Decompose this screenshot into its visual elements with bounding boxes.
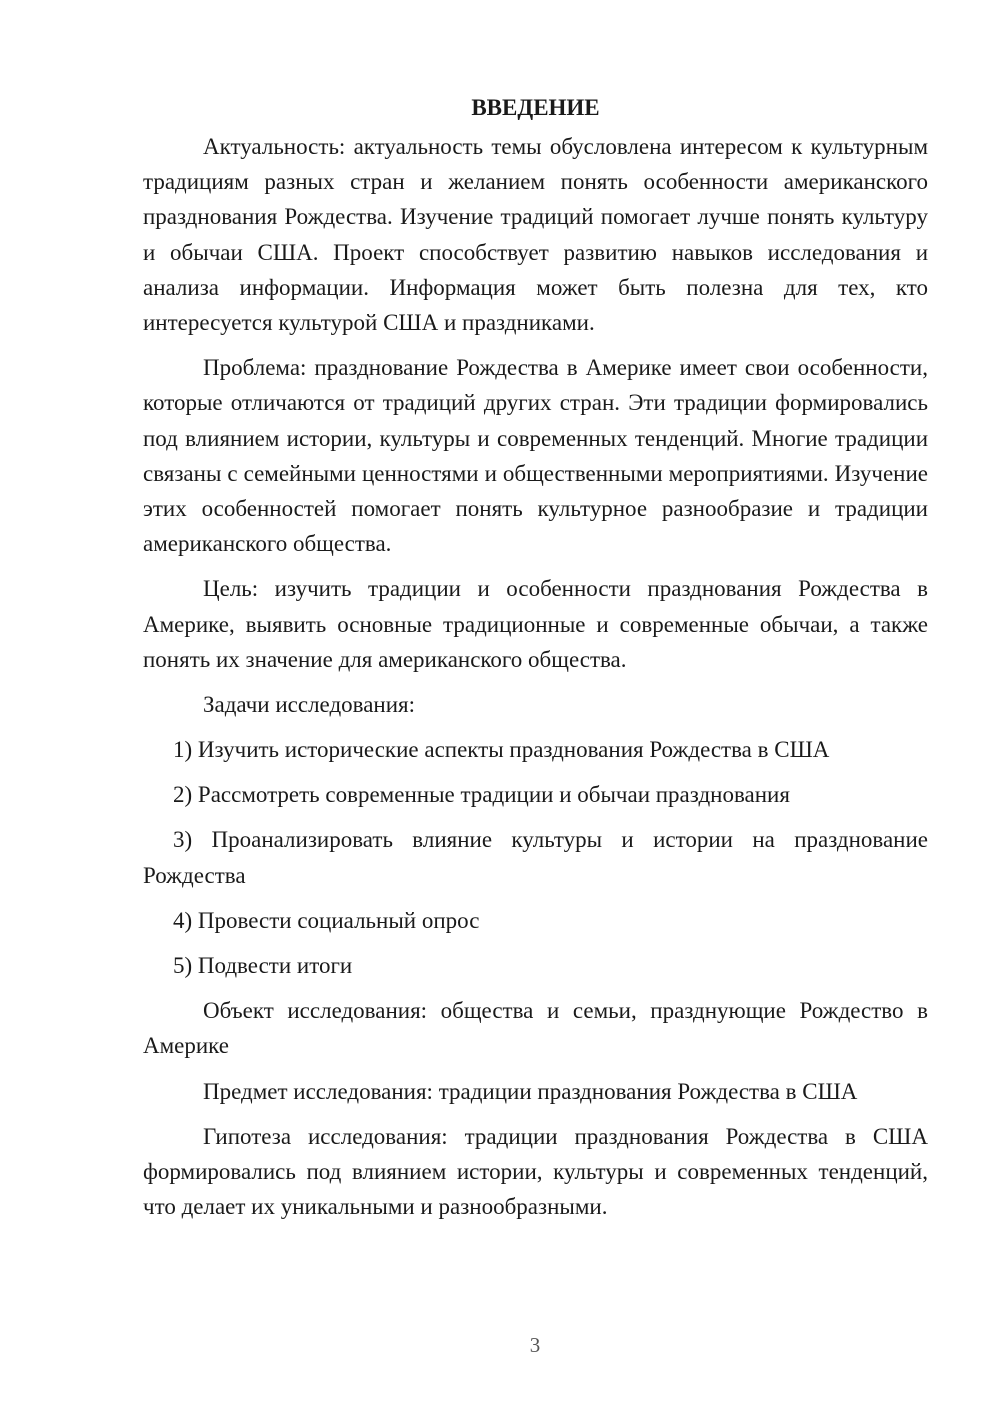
goal-paragraph: Цель: изучить традиции и особенности празднования Рождества в Америке, выявить основные традиционные и современные обычаи, а также понять их значение для американского общества. [143, 576, 928, 672]
problem-paragraph: Проблема: празднование Рождества в Америке имеет свои особенности, которые отличаются от традиций других стран. Эти традиции формировались под влиянием истории, культуры и современных тенденций. Многие традиции связаны с семейными ценностями и общественными мероприятиями. Изучение этих особенностей помогает понять культурное разнообразие и традиции американского общества. [143, 355, 928, 557]
task-item: 1) Изучить исторические аспекты празднования Рождества в США [173, 737, 830, 763]
task-item: 3) Проанализировать влияние культуры и истории на празднование Рождества [143, 827, 928, 888]
task-item: 5) Подвести итоги [173, 953, 353, 979]
task-item: 4) Провести социальный опрос [173, 907, 480, 933]
object-paragraph: Объект исследования: общества и семьи, празднующие Рождество в Америке [143, 998, 928, 1059]
task-item: 2) Рассмотреть современные традиции и обычаи празднования [173, 782, 790, 808]
document-page [143, 90, 928, 1234]
tasks-list [143, 732, 928, 983]
subject-paragraph: Предмет исследования: традиции празднования Рождества в США [203, 1078, 858, 1104]
page-title: ВВЕДЕНИЕ [471, 95, 600, 120]
hypothesis-paragraph: Гипотеза исследования: традиции празднования Рождества в США формировались под влиянием истории, культуры и современных тенденций, что делает их уникальными и разнообразными. [143, 1123, 928, 1220]
tasks-heading: Задачи исследования: [203, 692, 416, 718]
page-number: 3 [529, 1333, 541, 1357]
relevance-paragraph: Актуальность: актуальность темы обусловлена интересом к культурным традициям разных стран и желанием понять особенности американского празднования Рождества. Изучение традиций помогает лучше понять культуру и обычаи США. Проект способствует развитию навыков исследования и анализа информации. Информация может быть полезна для тех, кто интересуется культурой США и праздниками. [143, 134, 928, 336]
